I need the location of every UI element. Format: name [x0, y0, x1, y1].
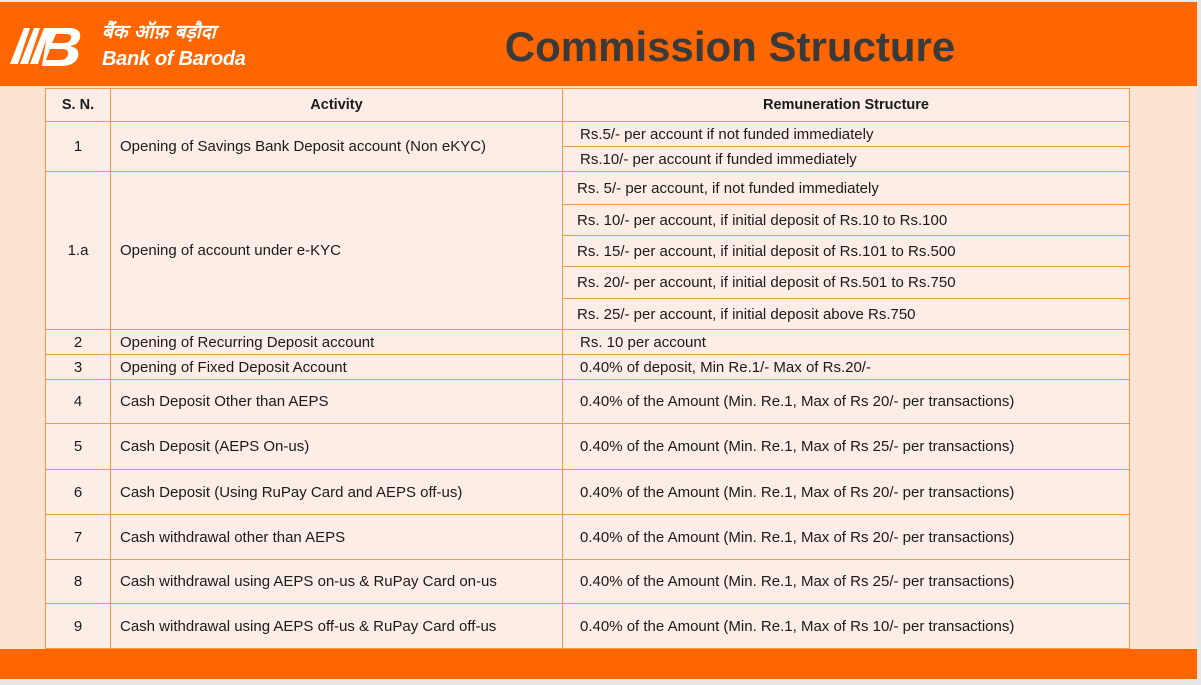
row-sn: 1 — [46, 122, 111, 172]
table-row — [46, 560, 1130, 604]
row-sn: 6 — [46, 470, 111, 515]
column-header-sn: S. N. — [46, 89, 111, 122]
table-row — [46, 424, 1130, 470]
slide — [0, 2, 1197, 679]
row-activity: Cash withdrawal using AEPS on-us & RuPay Card on-us — [111, 560, 563, 604]
table-header-row — [46, 89, 1130, 122]
row-activity: Cash Deposit (Using RuPay Card and AEPS off-us) — [111, 470, 563, 515]
page-title: Commission Structure — [504, 23, 956, 70]
row-activity: Cash withdrawal other than AEPS — [111, 515, 563, 560]
row-sn: 4 — [46, 380, 111, 424]
brand-name-english: Bank of Baroda — [102, 48, 246, 70]
row-activity: Opening of account under e-KYC — [111, 172, 563, 330]
row-sn: 7 — [46, 515, 111, 560]
bank-of-baroda-logo-icon — [8, 24, 86, 68]
row-remuneration: 0.40% of the Amount (Min. Re.1, Max of Rs 20/- per transactions) — [563, 515, 1130, 560]
row-remuneration: Rs. 15/- per account, if initial deposit of Rs.101 to Rs.500 — [563, 236, 1130, 267]
table-row — [46, 604, 1130, 649]
row-activity: Cash withdrawal using AEPS off-us & RuPay Card off-us — [111, 604, 563, 649]
table-row — [46, 172, 1130, 205]
row-remuneration: 0.40% of the Amount (Min. Re.1, Max of Rs 20/- per transactions) — [563, 470, 1130, 515]
table-row — [46, 355, 1130, 380]
row-remuneration: Rs. 20/- per account, if initial deposit of Rs.501 to Rs.750 — [563, 267, 1130, 299]
row-remuneration: Rs. 10/- per account, if initial deposit of Rs.10 to Rs.100 — [563, 205, 1130, 236]
row-remuneration: Rs.10/- per account if funded immediately — [563, 147, 1130, 172]
brand-name-hindi: बैंक ऑफ़ बड़ौदा — [102, 21, 216, 43]
row-remuneration: Rs.5/- per account if not funded immediately — [563, 122, 1130, 147]
column-header-activity: Activity — [111, 89, 563, 122]
commission-table — [45, 88, 1130, 649]
row-remuneration: Rs. 25/- per account, if initial deposit above Rs.750 — [563, 299, 1130, 330]
row-remuneration: 0.40% of deposit, Min Re.1/- Max of Rs.20/- — [563, 355, 1130, 380]
header-bar — [0, 2, 1197, 86]
row-remuneration: Rs. 10 per account — [563, 330, 1130, 355]
row-remuneration: 0.40% of the Amount (Min. Re.1, Max of Rs 10/- per transactions) — [563, 604, 1130, 649]
row-activity: Opening of Recurring Deposit account — [111, 330, 563, 355]
row-sn: 9 — [46, 604, 111, 649]
row-sn: 3 — [46, 355, 111, 380]
table-row — [46, 122, 1130, 147]
table-row — [46, 470, 1130, 515]
table-row — [46, 330, 1130, 355]
row-sn: 8 — [46, 560, 111, 604]
row-sn: 5 — [46, 424, 111, 470]
row-activity: Opening of Fixed Deposit Account — [111, 355, 563, 380]
row-sn: 2 — [46, 330, 111, 355]
footer-bar — [0, 649, 1197, 679]
row-remuneration: Rs. 5/- per account, if not funded immediately — [563, 172, 1130, 205]
row-activity: Opening of Savings Bank Deposit account (Non eKYC) — [111, 122, 563, 172]
row-activity: Cash Deposit (AEPS On-us) — [111, 424, 563, 470]
row-remuneration: 0.40% of the Amount (Min. Re.1, Max of Rs 25/- per transactions) — [563, 560, 1130, 604]
row-remuneration: 0.40% of the Amount (Min. Re.1, Max of Rs 20/- per transactions) — [563, 380, 1130, 424]
row-sn: 1.a — [46, 172, 111, 330]
table-row — [46, 515, 1130, 560]
column-header-remuneration: Remuneration Structure — [563, 89, 1130, 122]
row-activity: Cash Deposit Other than AEPS — [111, 380, 563, 424]
table-row — [46, 380, 1130, 424]
row-remuneration: 0.40% of the Amount (Min. Re.1, Max of Rs 25/- per transactions) — [563, 424, 1130, 470]
